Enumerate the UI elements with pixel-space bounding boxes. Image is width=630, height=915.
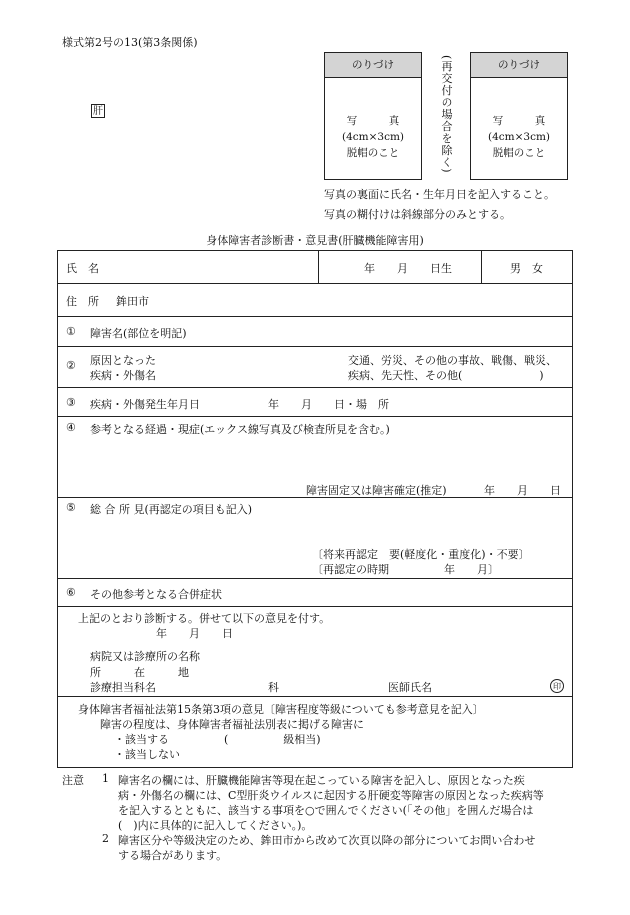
note-1-number: 1 [102, 772, 109, 785]
onset-date-label: 疾病・外傷発生年月日 [90, 398, 200, 411]
cause-options-1[interactable]: 交通、労災、その他の事故、戦傷、戦災、 [348, 354, 557, 367]
form-number: 様式第2号の13(第3条関係) [62, 36, 198, 49]
item-number-3: ③ [66, 396, 76, 409]
photo-box-right [470, 52, 568, 180]
paste-label: のりづけ [325, 53, 421, 78]
address-value[interactable]: 鉾田市 [116, 295, 149, 308]
doctor-name-label: 医師氏名 [388, 681, 432, 694]
fixed-date-field[interactable]: 年 月 日 [484, 484, 561, 497]
item-number-6: ⑥ [66, 586, 76, 599]
diagnosis-statement: 上記のとおり診断する。併せて以下の意見を付す。 [78, 612, 331, 625]
department-suffix: 科 [268, 681, 279, 694]
diagnosis-date[interactable]: 年 月 日 [156, 627, 233, 640]
note-1-line-1: 障害名の欄には、肝臓機能障害等現在起こっている障害を記入し、原因となった疾 [118, 774, 525, 787]
birth-date-field[interactable]: 年 月 日生 [364, 262, 452, 275]
note-1-line-4: ( )内に具体的に記入してください。)。 [118, 819, 313, 832]
item-number-2: ② [66, 359, 76, 372]
item-number-5: ⑤ [66, 501, 76, 514]
complications-label: その他参考となる合併症状 [90, 588, 222, 601]
note-1-line-2: 病・外傷名の欄には、C型肝炎ウイルスに起因する肝硬変等障害の原因となった疾病等 [118, 789, 544, 802]
note-2-number: 2 [102, 832, 109, 845]
overall-findings-label: 総 合 所 見(再認定の項目も記入) [90, 503, 253, 516]
note-2-line-2: する場合があります。 [118, 849, 228, 862]
opinion-heading: 身体障害者福祉法第15条第3項の意見〔障害程度等級についても参考意見を記入〕 [78, 703, 484, 716]
reassessment-timing[interactable]: 〔再認定の時期 年 月〕 [312, 563, 499, 576]
photo-box-left [324, 52, 422, 180]
photo-instructions: 写 真 (4cm×3cm) 脱帽のこと [487, 115, 551, 159]
note-2-line-1: 障害区分や等級決定のため、鉾田市から改めて次頁以降の部分についてお問い合わせ [118, 834, 536, 847]
reissue-note: (再交付の場合を除く) [440, 55, 453, 174]
cause-label-1: 原因となった [90, 354, 156, 367]
department-label: 診療担当科名 [90, 681, 156, 694]
sex-field[interactable]: 男 女 [510, 262, 543, 275]
notes-heading: 注意 [62, 774, 84, 787]
photo-note-1: 写真の裏面に氏名・生年月日を記入すること。 [324, 188, 555, 201]
fixed-date-label: 障害固定又は障害確定(推定) [306, 484, 447, 497]
item-number-1: ① [66, 325, 76, 338]
photo-note-2: 写真の糊付けは斜線部分のみとする。 [324, 208, 511, 221]
onset-date-field[interactable]: 年 月 日・場 所 [268, 398, 389, 411]
liver-mark: 肝 [93, 106, 103, 117]
course-findings-label: 参考となる経過・現症(エックス線写真及び検査所見を含む。) [90, 423, 390, 436]
cause-options-2[interactable]: 疾病、先天性、その他( ) [348, 369, 544, 382]
photo-instructions: 写 真 (4cm×3cm) 脱帽のこと [341, 115, 405, 159]
hospital-name-label: 病院又は診療所の名称 [90, 650, 200, 663]
reassessment-need[interactable]: 〔将来再認定 要(軽度化・重度化)・不要〕 [312, 548, 530, 561]
note-1-line-3: を記入するとともに、該当する事項を○で囲んでください(「その他」を囲んだ場合は [118, 804, 534, 817]
cause-label-2: 疾病・外傷名 [90, 369, 156, 382]
disability-name-label: 障害名(部位を明記) [90, 327, 187, 340]
opinion-not-applicable[interactable]: ・該当しない [114, 748, 180, 761]
address-label: 住 所 [66, 295, 99, 308]
name-label: 氏 名 [66, 262, 99, 275]
form-title: 身体障害者診断書・意見書(肝臓機能障害用) [206, 234, 424, 247]
opinion-degree: 障害の程度は、身体障害者福祉法別表に掲げる障害に [100, 718, 364, 731]
paste-label: のりづけ [471, 53, 567, 78]
opinion-applicable[interactable]: ・該当する ( 級相当) [114, 733, 321, 746]
seal-icon: 印 [550, 679, 564, 693]
item-number-4: ④ [66, 421, 76, 434]
hospital-location-label: 所 在 地 [90, 666, 189, 679]
